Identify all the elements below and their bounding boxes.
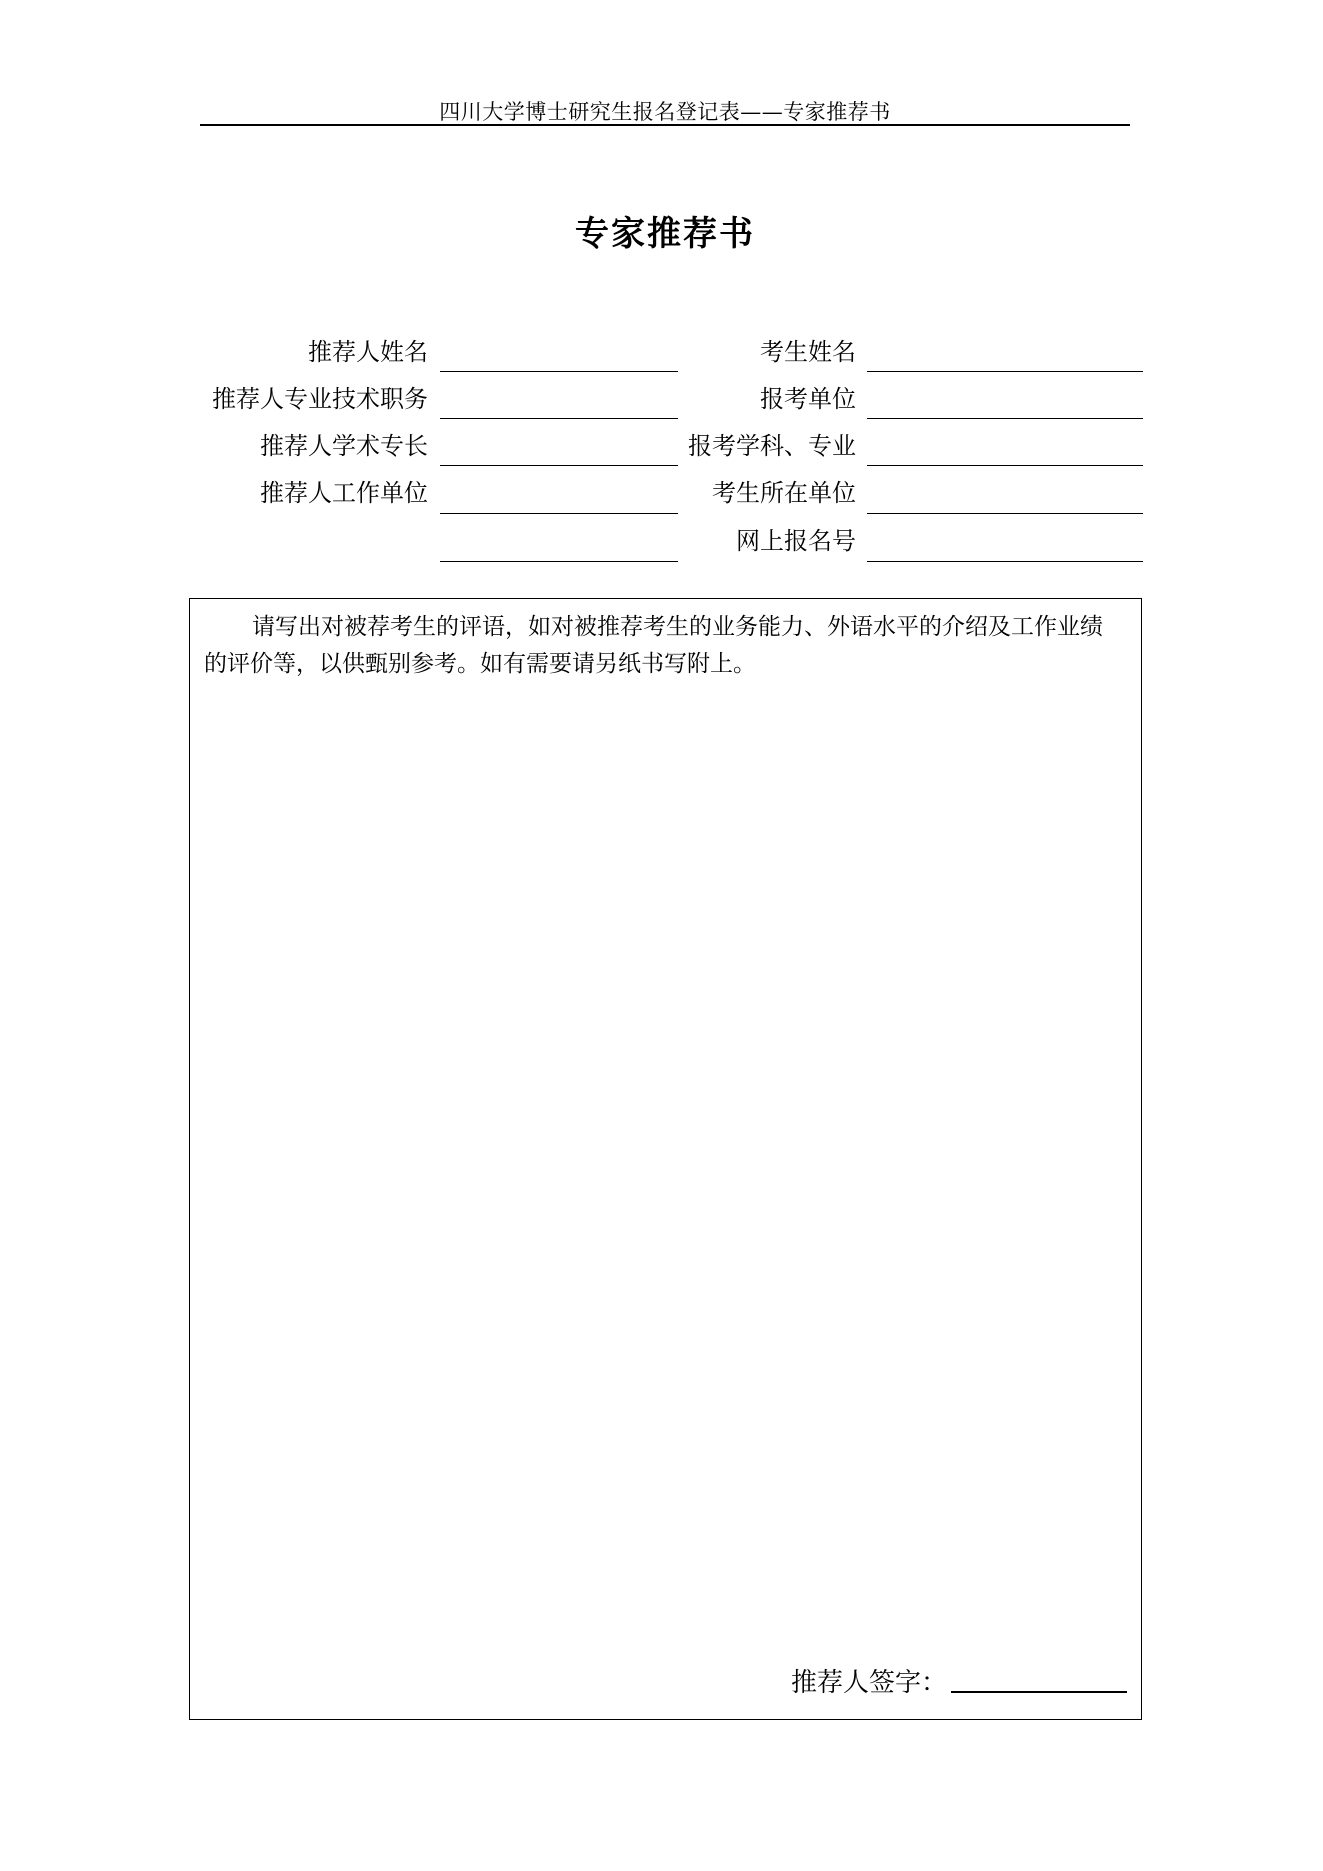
signature-row	[791, 1662, 1127, 1699]
recommender-expertise-field[interactable]	[440, 465, 678, 466]
candidate-workplace-label: 考生所在单位	[712, 479, 856, 507]
recommender-name-field[interactable]	[440, 371, 678, 372]
recommender-extra-field[interactable]	[440, 561, 678, 562]
candidate-name-field[interactable]	[867, 371, 1143, 372]
comment-box[interactable]	[189, 598, 1142, 1720]
candidate-workplace-field[interactable]	[867, 513, 1143, 514]
registration-number-label: 网上报名号	[736, 527, 856, 555]
recommender-workplace-field[interactable]	[440, 513, 678, 514]
applied-unit-field[interactable]	[867, 418, 1143, 419]
instruction-text: 请写出对被荐考生的评语，如对被推荐考生的业务能力、外语水平的介绍及工作业绩的评价等，以供甄别参考。如有需要请另纸书写附上。	[204, 614, 1103, 677]
recommender-expertise-label: 推荐人学术专长	[260, 432, 428, 460]
signature-field[interactable]	[951, 1691, 1127, 1693]
recommender-title-label: 推荐人专业技术职务	[212, 385, 428, 413]
applied-unit-label: 报考单位	[760, 385, 856, 413]
applied-major-field[interactable]	[867, 465, 1143, 466]
candidate-name-label: 考生姓名	[760, 338, 856, 366]
recommender-name-label: 推荐人姓名	[308, 338, 428, 366]
recommender-workplace-label: 推荐人工作单位	[260, 479, 428, 507]
recommender-title-field[interactable]	[440, 418, 678, 419]
header-rule	[200, 124, 1130, 126]
registration-number-field[interactable]	[867, 561, 1143, 562]
signature-label: 推荐人签字：	[790, 1668, 947, 1698]
page-title: 专家推荐书	[575, 214, 755, 254]
running-header: 四川大学博士研究生报名登记表——专家推荐书	[439, 100, 891, 124]
applied-major-label: 报考学科、专业	[688, 432, 856, 460]
